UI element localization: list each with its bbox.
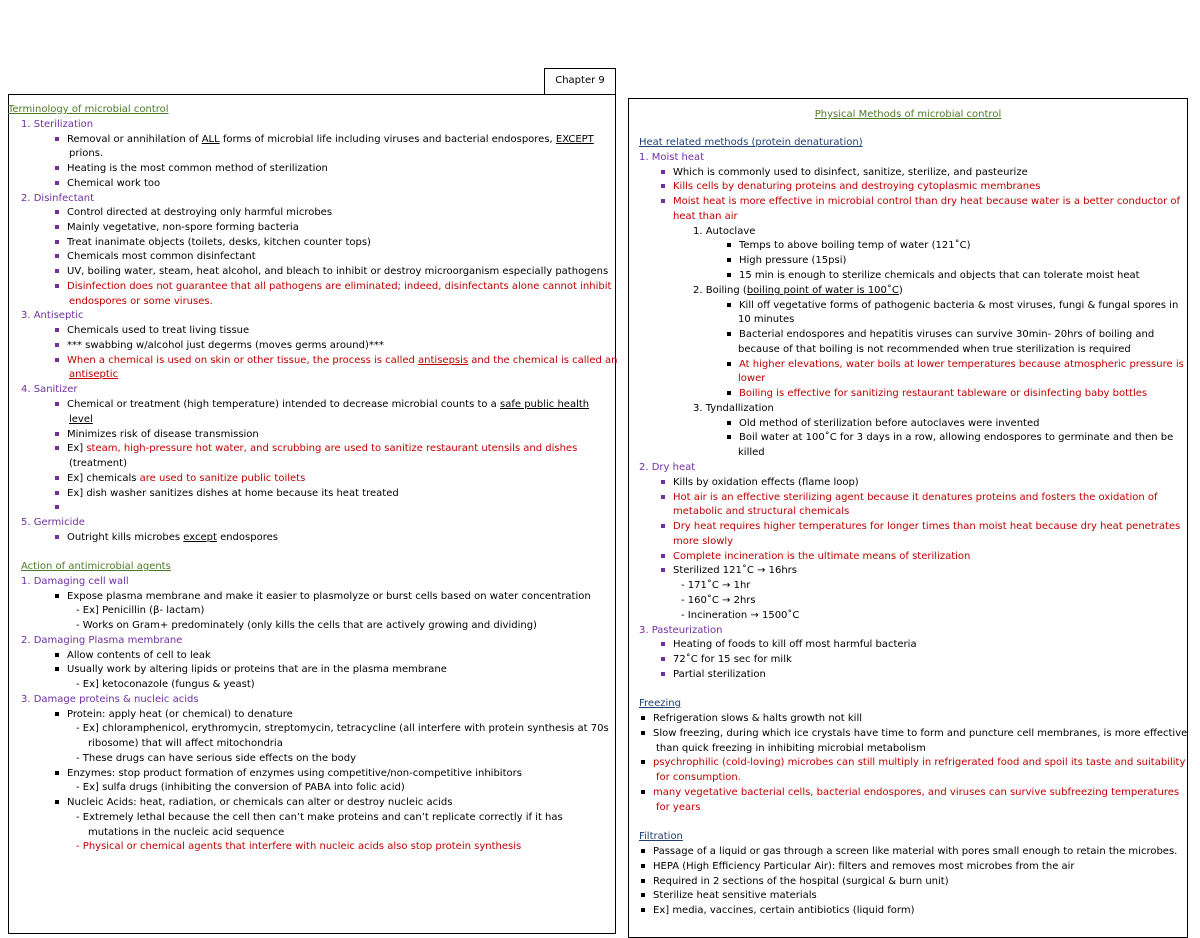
note-text: 4. Sanitizer <box>21 384 78 395</box>
left-note-line <box>21 309 84 323</box>
left-note-line <box>55 472 305 486</box>
note-text: Chemicals used to treat living tissue <box>67 325 250 336</box>
left-note-line <box>55 221 299 235</box>
note-text-segment: and the chemical is called an <box>468 355 618 366</box>
note-text: - Extremely lethal because the cell then can’t make proteins and can’t replicate correctly if it has <box>76 812 563 823</box>
left-note-line <box>8 103 169 117</box>
right-note-line <box>641 845 1177 859</box>
note-text: Disinfection does not guarantee that all pathogens are eliminated; indeed, disinfectants alone cannot inhibit <box>67 281 612 292</box>
right-note-line <box>673 210 738 224</box>
note-text-segment: endospores <box>216 532 278 543</box>
left-note-line <box>21 516 85 530</box>
right-note-line <box>661 476 859 490</box>
square-bullet-icon <box>55 210 59 214</box>
right-note-line <box>738 446 765 460</box>
square-bullet-icon <box>641 760 645 764</box>
note-text: Enzymes: stop product formation of enzymes using competitive/non-competitive inhibitors <box>67 768 522 779</box>
note-text: 1. Moist heat <box>639 152 705 163</box>
note-text: - Works on Gram+ predominately (only kills the cells that are actively growing and dividing) <box>76 620 537 631</box>
note-text: Control directed at destroying only harmful microbes <box>67 207 333 218</box>
left-note-line <box>21 118 93 132</box>
note-text: Boiling is effective for sanitizing restaurant tableware or disinfecting baby bottles <box>739 388 1148 399</box>
square-bullet-icon <box>55 535 59 539</box>
right-note-line <box>661 564 797 578</box>
square-bullet-icon <box>55 137 59 141</box>
right-note-line <box>639 151 704 165</box>
note-text: 2. Dry heat <box>639 462 696 473</box>
note-text-segment: 2. Boiling ( <box>693 285 747 296</box>
note-text: Moist heat is more effective in microbial control than dry heat because water is a better conductor of <box>673 196 1181 207</box>
right-note-line <box>641 786 1179 800</box>
note-text: than quick freezing in inhibiting microbial metabolism <box>656 743 926 754</box>
note-text-segment: Ex] chemicals <box>67 473 140 484</box>
square-bullet-icon <box>661 642 665 646</box>
square-bullet-icon <box>661 657 665 661</box>
note-text: metabolic and structural chemicals <box>673 506 850 517</box>
note-text: UV, boiling water, steam, heat alcohol, and bleach to inhibit or destroy microorganism especially pathogens <box>67 266 609 277</box>
note-text-segment: Chemical or treatment (high temperature) intended to decrease microbial counts to a <box>67 399 500 410</box>
right-note-line <box>673 535 733 549</box>
note-text: Kill off vegetative forms of pathogenic bacteria & most viruses, fungi & fungal spores in <box>739 300 1179 311</box>
right-note-line <box>727 299 1178 313</box>
note-text-segment: are used to sanitize public toilets <box>139 473 306 484</box>
chapter-label: Chapter 9 <box>555 75 605 86</box>
note-text: 3. Tyndallization <box>693 403 774 414</box>
square-bullet-icon <box>55 653 59 657</box>
right-note-line <box>693 284 903 298</box>
left-note-line <box>76 752 356 766</box>
square-bullet-icon <box>727 303 731 307</box>
left-note-line <box>55 531 278 545</box>
left-note-line <box>55 796 452 810</box>
square-bullet-icon <box>661 170 665 174</box>
left-note-line <box>55 324 249 338</box>
note-text-segment: antisepsis <box>418 355 469 366</box>
right-note-line <box>639 624 722 638</box>
right-note-line <box>727 417 1039 431</box>
left-note-line <box>69 295 213 309</box>
note-text: Complete incineration is the ultimate means of sterilization <box>673 551 971 562</box>
left-note-line <box>55 398 589 412</box>
right-note-line <box>738 313 794 327</box>
square-bullet-icon <box>55 269 59 273</box>
left-note-line <box>55 280 611 294</box>
note-text: Treat inanimate objects (toilets, desks, kitchen counter tops) <box>67 237 371 248</box>
square-bullet-icon <box>727 258 731 262</box>
square-bullet-icon <box>727 332 731 336</box>
square-bullet-icon <box>55 254 59 258</box>
note-text: - 171˚C → 1hr <box>681 580 751 591</box>
square-bullet-icon <box>55 328 59 332</box>
note-text: - Ex] chloramphenicol, erythromycin, streptomycin, tetracycline (all interfere with protein synthesis at 70s <box>76 723 609 734</box>
left-note-line <box>21 560 171 574</box>
left-note-line <box>55 442 577 456</box>
square-bullet-icon <box>661 672 665 676</box>
note-text: Expose plasma membrane and make it easier to plasmolyze or burst cells based on water concentration <box>67 591 591 602</box>
square-bullet-icon <box>55 432 59 436</box>
right-note-line <box>727 358 1184 372</box>
left-note-line <box>55 236 371 250</box>
square-bullet-icon <box>55 284 59 288</box>
left-note-line <box>21 693 199 707</box>
square-bullet-icon <box>641 893 645 897</box>
note-text: Required in 2 sections of the hospital (surgical & burn unit) <box>653 876 949 887</box>
right-note-line <box>641 889 817 903</box>
note-text: Heat related methods (protein denaturation) <box>639 137 863 148</box>
note-text: 15 min is enough to sterilize chemicals and objects that can tolerate moist heat <box>739 270 1140 281</box>
note-text: High pressure (15psi) <box>739 255 847 266</box>
square-bullet-icon <box>55 181 59 185</box>
note-text: HEPA (High Efficiency Particular Air): filters and removes most microbes from the air <box>653 861 1075 872</box>
right-note-line <box>661 166 1028 180</box>
right-note-line <box>656 771 741 785</box>
left-note-line <box>21 192 94 206</box>
left-note-line <box>76 781 405 795</box>
note-text: antiseptic <box>69 369 119 380</box>
square-bullet-icon <box>55 667 59 671</box>
note-text-segment: Outright kills microbes <box>67 532 184 543</box>
note-text: for consumption. <box>656 772 741 783</box>
square-bullet-icon <box>727 391 731 395</box>
left-note-line <box>55 590 591 604</box>
note-text: psychrophilic (cold-loving) microbes can still multiply in refrigerated food and spoil its taste and suitability <box>653 757 1186 768</box>
square-bullet-icon <box>55 225 59 229</box>
note-text: 3. Pasteurization <box>639 625 723 636</box>
note-text: *** swabbing w/alcohol just degerms (moves germs around)*** <box>67 340 384 351</box>
right-note-line <box>639 461 695 475</box>
note-text: Kills cells by denaturing proteins and destroying cytoplasmic membranes <box>673 181 1041 192</box>
right-note-line <box>656 801 700 815</box>
note-text: Passage of a liquid or gas through a screen like material with pores small enough to retain the microbes. <box>653 846 1178 857</box>
left-note-line <box>55 354 617 368</box>
right-note-line <box>661 653 792 667</box>
square-bullet-icon <box>55 800 59 804</box>
note-text: Heating is the most common method of sterilization <box>67 163 328 174</box>
left-note-line <box>69 457 127 471</box>
left-note-line <box>76 678 255 692</box>
note-text: Sterilized 121˚C → 16hrs <box>673 565 797 576</box>
square-bullet-icon <box>641 864 645 868</box>
note-text: endospores or some viruses. <box>69 296 213 307</box>
note-text: At higher elevations, water boils at lower temperatures because atmospheric pressure is <box>739 359 1184 370</box>
note-text: - Physical or chemical agents that interfere with nucleic acids also stop protein synthesis <box>76 841 522 852</box>
square-bullet-icon <box>661 199 665 203</box>
note-text-segment: except <box>183 532 217 543</box>
right-note-line <box>641 875 949 889</box>
square-bullet-icon <box>727 273 731 277</box>
note-text: killed <box>738 447 765 458</box>
note-text: Sterilize heat sensitive materials <box>653 890 817 901</box>
note-text: Minimizes risk of disease transmission <box>67 429 259 440</box>
note-text: Filtration <box>639 831 683 842</box>
square-bullet-icon <box>661 495 665 499</box>
left-note-line <box>55 708 293 722</box>
square-bullet-icon <box>641 716 645 720</box>
square-bullet-icon <box>727 362 731 366</box>
note-text: Terminology of microbial control <box>8 104 169 115</box>
note-text: Boil water at 100˚C for 3 days in a row, allowing endospores to germinate and then be <box>739 432 1174 443</box>
square-bullet-icon <box>661 184 665 188</box>
left-note-line <box>88 737 283 751</box>
left-note-line <box>76 619 537 633</box>
left-note-line <box>55 162 328 176</box>
note-text: Heating of foods to kill off most harmful bacteria <box>673 639 917 650</box>
note-text: level <box>69 414 93 425</box>
note-text: Protein: apply heat (or chemical) to denature <box>67 709 293 720</box>
left-note-line <box>21 383 78 397</box>
square-bullet-icon <box>55 402 59 406</box>
left-note-line <box>55 133 594 147</box>
note-text: 1. Damaging cell wall <box>21 576 129 587</box>
left-note-line <box>55 206 332 220</box>
left-note-line <box>55 428 259 442</box>
right-note-line <box>661 195 1180 209</box>
note-text: Chemical work too <box>67 178 161 189</box>
note-text: 5. Germicide <box>21 517 85 528</box>
right-note-line <box>727 431 1173 445</box>
square-bullet-icon <box>727 421 731 425</box>
note-text-segment: When a chemical is used on skin or other tissue, the process is called <box>67 355 419 366</box>
right-note-line <box>681 609 799 623</box>
right-note-line <box>661 520 1180 534</box>
square-bullet-icon <box>727 243 731 247</box>
square-bullet-icon <box>727 435 731 439</box>
note-text: Hot air is an effective sterilizing agent because it denatures proteins and fosters the oxidation of <box>673 492 1158 503</box>
right-note-line <box>727 269 1140 283</box>
note-text-segment: ALL <box>201 134 220 145</box>
left-note-line <box>69 368 118 382</box>
right-note-line <box>681 579 750 593</box>
left-note-line <box>76 840 521 854</box>
note-text: heat than air <box>673 211 738 222</box>
note-text-segment: boiling point of water is 100˚C <box>746 285 899 296</box>
right-panel-title: Physical Methods of microbial control <box>814 109 1002 120</box>
right-note-line <box>727 239 970 253</box>
note-text: 2. Damaging Plasma membrane <box>21 635 183 646</box>
note-text: - Ex] sulfa drugs (inhibiting the conversion of PABA into folic acid) <box>76 782 405 793</box>
right-note-line <box>727 387 1147 401</box>
right-note-line <box>661 550 970 564</box>
note-text: Bacterial endospores and hepatitis viruses can survive 30min- 20hrs of boiling and <box>739 329 1155 340</box>
note-text-segment: EXCEPT <box>555 134 594 145</box>
square-bullet-icon <box>641 790 645 794</box>
square-bullet-icon <box>55 594 59 598</box>
right-note-line <box>641 756 1185 770</box>
note-text: Ex] dish washer sanitizes dishes at home because its heat treated <box>67 488 399 499</box>
right-note-line <box>738 343 1131 357</box>
square-bullet-icon <box>661 480 665 484</box>
note-text: Ex] media, vaccines, certain antibiotics (liquid form) <box>653 905 915 916</box>
right-note-line <box>727 254 846 268</box>
note-text: Chemicals most common disinfectant <box>67 251 256 262</box>
note-text: 1. Autoclave <box>693 226 756 237</box>
left-note-line <box>69 147 103 161</box>
note-text: more slowly <box>673 536 734 547</box>
note-text: Freezing <box>639 698 681 709</box>
right-note-line <box>727 328 1154 342</box>
left-note-line <box>76 811 563 825</box>
note-text: 3. Antiseptic <box>21 310 84 321</box>
note-text: Mainly vegetative, non-spore forming bacteria <box>67 222 299 233</box>
square-bullet-icon <box>55 505 59 509</box>
square-bullet-icon <box>55 771 59 775</box>
left-note-line <box>69 413 93 427</box>
right-note-line <box>681 594 756 608</box>
square-bullet-icon <box>55 358 59 362</box>
right-note-line <box>661 180 1040 194</box>
note-text: - These drugs can have serious side effects on the body <box>76 753 357 764</box>
chapter-label-box <box>544 68 616 95</box>
square-bullet-icon <box>661 524 665 528</box>
note-text: - 160˚C → 2hrs <box>681 595 756 606</box>
note-text: Action of antimicrobial agents <box>21 561 171 572</box>
note-text: - Ex] ketoconazole (fungus & yeast) <box>76 679 255 690</box>
left-note-line <box>55 265 608 279</box>
note-text: ribosome) that will affect mitochondria <box>88 738 283 749</box>
note-text-segment: forms of microbial life including viruses and bacterial endospores, <box>219 134 556 145</box>
note-text: Refrigeration slows & halts growth not kill <box>653 713 862 724</box>
note-text: Old method of sterilization before autoclaves were invented <box>739 418 1040 429</box>
square-bullet-icon <box>661 554 665 558</box>
right-note-line <box>641 860 1075 874</box>
right-note-line <box>661 491 1158 505</box>
left-note-line <box>55 339 384 353</box>
square-bullet-icon <box>55 166 59 170</box>
left-note-line <box>55 177 160 191</box>
right-note-line <box>641 904 914 918</box>
square-bullet-icon <box>55 446 59 450</box>
note-text-segment: Removal or annihilation of <box>67 134 202 145</box>
right-note-line <box>639 697 681 711</box>
square-bullet-icon <box>641 731 645 735</box>
note-text-segment: ) <box>898 285 903 296</box>
left-note-line <box>76 722 609 736</box>
note-text-segment: safe public health <box>500 399 590 410</box>
right-note-line <box>639 136 863 150</box>
note-text: Slow freezing, during which ice crystals have time to form and puncture cell membranes, is more effective <box>653 728 1188 739</box>
right-note-line <box>738 372 765 386</box>
left-note-line <box>55 250 256 264</box>
right-note-line <box>641 727 1187 741</box>
note-text: prions. <box>69 148 104 159</box>
note-text-segment: steam, high-pressure hot water, and scrubbing are used to sanitize restaurant utensils and dishes <box>86 443 578 454</box>
note-text-segment: Ex] <box>67 443 87 454</box>
right-note-line <box>693 402 774 416</box>
note-text: 10 minutes <box>738 314 795 325</box>
note-text: Partial sterilization <box>673 669 766 680</box>
note-text: Temps to above boiling temp of water (121˚C) <box>739 240 971 251</box>
note-text: lower <box>738 373 766 384</box>
square-bullet-icon <box>641 879 645 883</box>
left-note-line <box>55 663 447 677</box>
square-bullet-icon <box>641 849 645 853</box>
note-text: Usually work by altering lipids or proteins that are in the plasma membrane <box>67 664 447 675</box>
square-bullet-icon <box>55 240 59 244</box>
note-text: for years <box>656 802 701 813</box>
left-note-line <box>55 487 399 501</box>
right-note-line <box>641 712 862 726</box>
left-note-line <box>55 501 67 515</box>
left-note-line <box>55 649 211 663</box>
note-text: mutations in the nucleic acid sequence <box>88 827 285 838</box>
right-note-line <box>639 830 683 844</box>
left-note-line <box>88 826 284 840</box>
note-text: because of that boiling is not recommended when true sterilization is required <box>738 344 1131 355</box>
right-note-line <box>673 505 849 519</box>
note-text: - Ex] Penicillin (β- lactam) <box>76 605 205 616</box>
right-note-line <box>661 638 917 652</box>
square-bullet-icon <box>55 343 59 347</box>
right-note-line <box>656 742 926 756</box>
note-text: Which is commonly used to disinfect, sanitize, sterilize, and pasteurize <box>673 167 1028 178</box>
left-note-line <box>21 575 129 589</box>
note-text: - Incineration → 1500˚C <box>681 610 800 621</box>
note-text: 3. Damage proteins & nucleic acids <box>21 694 199 705</box>
note-text: 1. Sterilization <box>21 119 94 130</box>
square-bullet-icon <box>55 712 59 716</box>
note-text: Dry heat requires higher temperatures for longer times than moist heat because dry heat penetrates <box>673 521 1181 532</box>
square-bullet-icon <box>641 908 645 912</box>
square-bullet-icon <box>55 491 59 495</box>
left-note-line <box>21 634 182 648</box>
note-text: Kills by oxidation effects (flame loop) <box>673 477 859 488</box>
note-text: many vegetative bacterial cells, bacterial endospores, and viruses can survive subfreezing temperatures <box>653 787 1180 798</box>
left-note-line <box>55 767 522 781</box>
note-text: Allow contents of cell to leak <box>67 650 211 661</box>
note-text: (treatment) <box>69 458 127 469</box>
note-text: Nucleic Acids: heat, radiation, or chemicals can alter or destroy nucleic acids <box>67 797 453 808</box>
note-text: 2. Disinfectant <box>21 193 95 204</box>
square-bullet-icon <box>661 568 665 572</box>
right-note-line <box>693 225 755 239</box>
right-note-line <box>661 668 766 682</box>
note-text: 72˚C for 15 sec for milk <box>673 654 792 665</box>
square-bullet-icon <box>55 476 59 480</box>
left-note-line <box>76 604 204 618</box>
